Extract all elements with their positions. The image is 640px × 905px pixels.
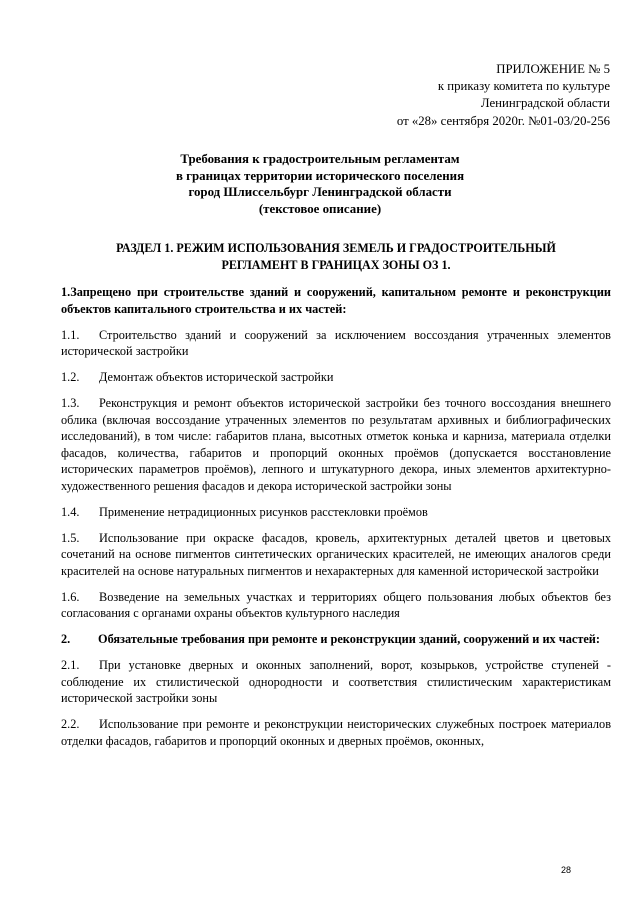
paragraph-text: Использование при ремонте и реконструкции неисторических служебных построек материалов отделки фасадов, габаритов и пропорций оконных и дверных проёмов, оконных,	[61, 717, 611, 748]
paragraph-text: При установке дверных и оконных заполнений, ворот, козырьков, устройстве ступеней - соблюдение их стилистической однородности и соответствия стилистическим характеристикам исторической застройки зоны	[61, 658, 611, 705]
paragraph-number: 1.4.	[61, 504, 80, 519]
paragraph-1-5	[61, 530, 611, 580]
paragraph-1-2	[61, 369, 611, 386]
paragraph-number: 2.1.	[61, 658, 80, 672]
section-heading-line-2: РЕГЛАМЕНТ В ГРАНИЦАХ ЗОНЫ ОЗ 1.	[221, 258, 451, 272]
page-number: 28	[560, 865, 571, 875]
paragraph-text: Применение нетрадиционных рисунков расстекловки проёмов	[99, 504, 428, 519]
paragraph-text: Реконструкция и ремонт объектов исторической застройки без точного воссоздания внешнего облика (включая воссоздание утраченных элементов по результатам архивных и библиографических исследований), в том числе: габаритов плана, высотных отметок конька и карниза, материала отделки фасадов, количества, габаритов и пропорций оконных проёмов (допускается восстановление исторических параметров проёмов), лепного и штукатурного декора, иных элементов архитектурно-художественного решения фасадов и декора исторической застройки зоны	[61, 396, 611, 493]
paragraph-1-6	[61, 589, 611, 622]
order-region-line: Ленинградской области	[480, 96, 610, 111]
title-line-2: в границах территории исторического поселения	[175, 168, 465, 183]
paragraph-text: Использование при окраске фасадов, кровель, архитектурных деталей цветов и цветовых сочетаний на основе пигментов синтетических органических красителей, не имеющих аналогов среди красителей на основе натуральных пигментов и нехарактерных для каменной исторической застройки	[61, 530, 611, 578]
paragraph-number: 2.2.	[61, 717, 80, 731]
document-body	[61, 284, 611, 759]
section-heading	[70, 240, 602, 274]
paragraph-2-1	[61, 657, 611, 707]
paragraph-1-4	[61, 504, 611, 521]
paragraph-text: Возведение на земельных участках и территориях общего пользования любых объектов без согласования с органами охраны объектов культурного наследия	[61, 589, 611, 620]
title-line-3: город Шлиссельбург Ленинградской области	[188, 185, 452, 199]
paragraph-text: Обязательные требования при ремонте и реконструкции зданий, сооружений и их частей:	[98, 632, 600, 646]
paragraph-text: Строительство зданий и сооружений за исключением воссоздания утраченных элементов исторической застройки	[61, 327, 611, 358]
section-heading-line-1: РАЗДЕЛ 1. РЕЖИМ ИСПОЛЬЗОВАНИЯ ЗЕМЕЛЬ И ГРАДОСТРОИТЕЛЬНЫЙ	[116, 241, 556, 255]
appendix-number: ПРИЛОЖЕНИЕ № 5	[496, 62, 610, 76]
order-reference-line: к приказу комитета по культуре	[437, 79, 610, 94]
paragraph-number: 1.3.	[61, 396, 80, 410]
paragraph-number: 1.6.	[61, 589, 80, 604]
paragraph-1-3	[61, 395, 611, 494]
paragraph-2-2	[61, 716, 611, 749]
document-title	[0, 151, 640, 217]
paragraph-1	[61, 284, 611, 317]
paragraph-text: 1.Запрещено при строительстве зданий и сооружений, капитальном ремонте и реконструкции объектов капитального строительства и их частей:	[61, 285, 611, 316]
appendix-header	[397, 61, 610, 130]
paragraph-1-1	[61, 327, 611, 360]
paragraph-number: 1.5.	[61, 530, 80, 545]
paragraph-number: 1.1.	[61, 327, 80, 342]
paragraph-number: 1.2.	[61, 370, 80, 384]
paragraph-2	[61, 631, 611, 648]
title-line-4: (текстовое описание)	[258, 201, 382, 216]
paragraph-text: Демонтаж объектов исторической застройки	[99, 370, 334, 384]
title-line-1: Требования к градостроительным регламентам	[180, 152, 460, 166]
order-date-line: от «28» сентября 2020г. №01-03/20-256	[396, 113, 610, 128]
paragraph-number: 2.	[61, 632, 71, 646]
